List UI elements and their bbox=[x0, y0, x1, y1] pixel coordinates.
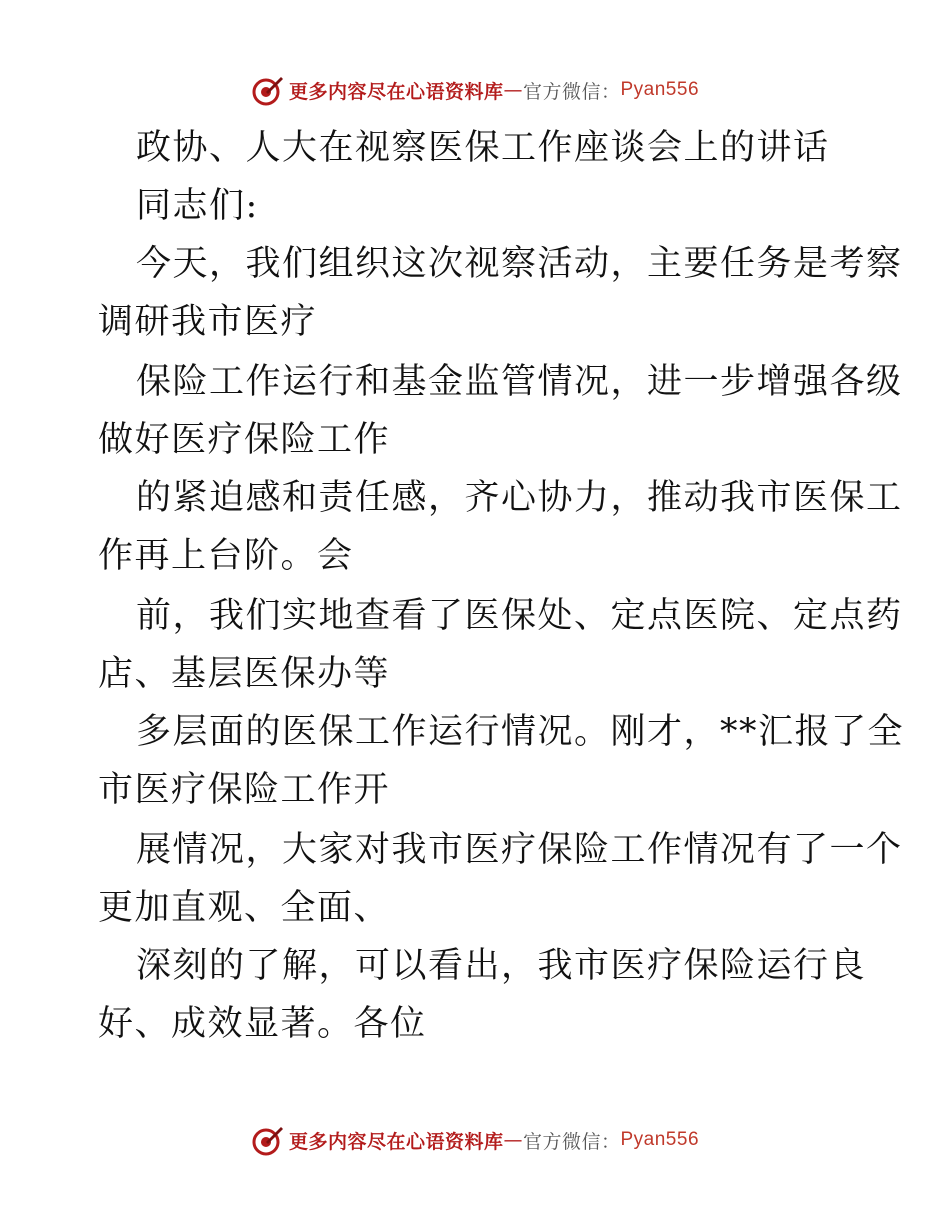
salutation: 同志们: bbox=[136, 186, 259, 226]
banner-dash: — bbox=[503, 1129, 523, 1151]
banner-sub-text: 官方微信： bbox=[522, 80, 621, 103]
banner-wechat-id: Pyan556 bbox=[620, 1129, 700, 1150]
text-line: 多层面的医保工作运行情况。刚才，**汇报了全 bbox=[136, 712, 905, 752]
text-line: 更加直观、全面、 bbox=[98, 888, 391, 928]
text-line: 作再上台阶。会 bbox=[98, 536, 354, 576]
text-line: 展情况，大家对我市医疗保险工作情况有了一个 bbox=[136, 830, 903, 870]
text-line: 好、成效显著。各位 bbox=[98, 1004, 427, 1044]
footer-banner bbox=[0, 1120, 950, 1160]
header-banner bbox=[0, 70, 950, 110]
text-line: 今天，我们组织这次视察活动，主要任务是考察 bbox=[136, 244, 903, 284]
banner-dash: — bbox=[503, 79, 523, 101]
text-line: 前，我们实地查看了医保处、定点医院、定点药 bbox=[136, 596, 903, 636]
document-title: 政协、人大在视察医保工作座谈会上的讲话 bbox=[136, 128, 830, 168]
text-line: 的紧迫感和责任感，齐心协力，推动我市医保工 bbox=[136, 478, 903, 518]
text-line: 市医疗保险工作开 bbox=[98, 770, 391, 810]
text-line: 深刻的了解，可以看出，我市医疗保险运行良 bbox=[136, 946, 867, 986]
banner-sub-text: 官方微信： bbox=[522, 1130, 621, 1153]
text-line: 调研我市医疗 bbox=[98, 302, 318, 342]
pen-logo-icon bbox=[251, 1123, 285, 1157]
pen-logo-icon bbox=[251, 73, 285, 107]
text-line: 做好医疗保险工作 bbox=[98, 420, 391, 460]
banner-main-text: 更多内容尽在心语资料库 bbox=[288, 1130, 504, 1153]
banner-main-text: 更多内容尽在心语资料库 bbox=[288, 80, 504, 103]
banner-wechat-id: Pyan556 bbox=[620, 79, 700, 100]
text-line: 保险工作运行和基金监管情况，进一步增强各级 bbox=[136, 362, 903, 402]
text-line: 店、基层医保办等 bbox=[98, 654, 391, 694]
